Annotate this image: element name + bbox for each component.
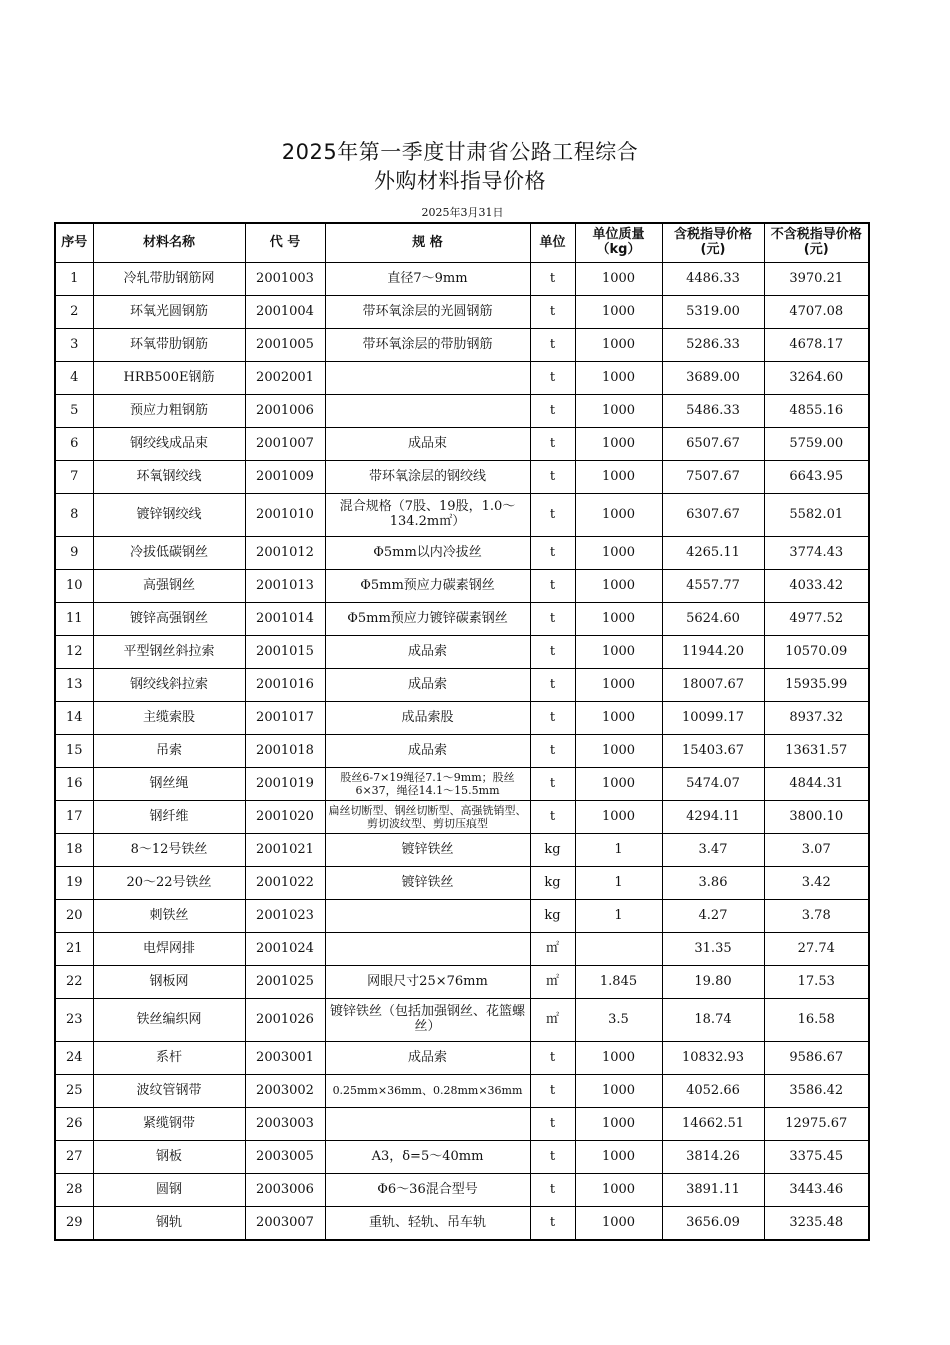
- cell-tax-price: 31.35: [662, 933, 764, 966]
- cell-seq: 8: [55, 494, 93, 537]
- cell-spec: 成品索: [325, 669, 530, 702]
- cell-seq: 14: [55, 702, 93, 735]
- cell-notax-price: 27.74: [764, 933, 869, 966]
- cell-seq: 1: [55, 263, 93, 296]
- cell-code: 2001005: [245, 329, 325, 362]
- cell-code: 2001026: [245, 999, 325, 1042]
- cell-mass: 1000: [575, 768, 662, 801]
- cell-spec: 成品索: [325, 636, 530, 669]
- cell-mass: 1000: [575, 1141, 662, 1174]
- cell-tax-price: 4052.66: [662, 1075, 764, 1108]
- cell-notax-price: 9586.67: [764, 1042, 869, 1075]
- cell-mass: 1000: [575, 570, 662, 603]
- cell-mass: 1.845: [575, 966, 662, 999]
- cell-notax-price: 3.07: [764, 834, 869, 867]
- cell-seq: 4: [55, 362, 93, 395]
- table-header-row: [55, 223, 869, 263]
- cell-notax-price: 13631.57: [764, 735, 869, 768]
- cell-tax-price: 3.86: [662, 867, 764, 900]
- cell-mass: 3.5: [575, 999, 662, 1042]
- cell-code: 2003002: [245, 1075, 325, 1108]
- cell-code: 2001015: [245, 636, 325, 669]
- cell-notax-price: 4033.42: [764, 570, 869, 603]
- cell-spec: [325, 900, 530, 933]
- cell-name: 镀锌钢绞线: [93, 494, 245, 537]
- cell-name: 环氧带肋钢筋: [93, 329, 245, 362]
- table-row: [55, 702, 869, 735]
- cell-seq: 22: [55, 966, 93, 999]
- cell-seq: 28: [55, 1174, 93, 1207]
- cell-seq: 5: [55, 395, 93, 428]
- cell-code: 2001017: [245, 702, 325, 735]
- cell-name: 环氧光圆钢筋: [93, 296, 245, 329]
- cell-unit: t: [530, 1174, 575, 1207]
- cell-code: 2001007: [245, 428, 325, 461]
- table-row: [55, 1108, 869, 1141]
- cell-spec: 成品索股: [325, 702, 530, 735]
- cell-tax-price: 4265.11: [662, 537, 764, 570]
- cell-code: 2001010: [245, 494, 325, 537]
- cell-mass: 1000: [575, 537, 662, 570]
- cell-unit: t: [530, 801, 575, 834]
- cell-name: 20～22号铁丝: [93, 867, 245, 900]
- cell-code: 2003005: [245, 1141, 325, 1174]
- cell-unit: t: [530, 702, 575, 735]
- cell-mass: 1: [575, 867, 662, 900]
- cell-spec: [325, 933, 530, 966]
- cell-mass: 1: [575, 900, 662, 933]
- cell-name: 钢板网: [93, 966, 245, 999]
- cell-notax-price: 3264.60: [764, 362, 869, 395]
- table-row: [55, 395, 869, 428]
- cell-code: 2003006: [245, 1174, 325, 1207]
- cell-spec: 混合规格（7股、19股，1.0～134.2m㎡）: [325, 494, 530, 537]
- cell-notax-price: 12975.67: [764, 1108, 869, 1141]
- cell-code: 2002001: [245, 362, 325, 395]
- cell-mass: 1000: [575, 428, 662, 461]
- cell-tax-price: 6507.67: [662, 428, 764, 461]
- cell-code: 2001022: [245, 867, 325, 900]
- cell-code: 2003007: [245, 1207, 325, 1241]
- cell-mass: 1000: [575, 263, 662, 296]
- table-row: [55, 768, 869, 801]
- cell-unit: t: [530, 494, 575, 537]
- cell-unit: kg: [530, 900, 575, 933]
- cell-mass: 1000: [575, 1108, 662, 1141]
- cell-mass: 1000: [575, 603, 662, 636]
- cell-spec: 带环氧涂层的光圆钢筋: [325, 296, 530, 329]
- cell-mass: 1000: [575, 801, 662, 834]
- cell-notax-price: 4678.17: [764, 329, 869, 362]
- cell-name: 高强钢丝: [93, 570, 245, 603]
- cell-unit: t: [530, 296, 575, 329]
- cell-tax-price: 3891.11: [662, 1174, 764, 1207]
- table-row: [55, 966, 869, 999]
- cell-unit: t: [530, 362, 575, 395]
- cell-notax-price: 15935.99: [764, 669, 869, 702]
- header-tax-price: 含税指导价格(元): [662, 223, 764, 263]
- cell-tax-price: 19.80: [662, 966, 764, 999]
- cell-tax-price: 4294.11: [662, 801, 764, 834]
- cell-code: 2001013: [245, 570, 325, 603]
- cell-spec: 带环氧涂层的带肋钢筋: [325, 329, 530, 362]
- cell-mass: 1000: [575, 494, 662, 537]
- cell-seq: 2: [55, 296, 93, 329]
- cell-unit: ㎡: [530, 999, 575, 1042]
- cell-notax-price: 3.78: [764, 900, 869, 933]
- cell-seq: 27: [55, 1141, 93, 1174]
- cell-tax-price: 5624.60: [662, 603, 764, 636]
- cell-notax-price: 3443.46: [764, 1174, 869, 1207]
- cell-name: 电焊网排: [93, 933, 245, 966]
- cell-tax-price: 15403.67: [662, 735, 764, 768]
- cell-seq: 20: [55, 900, 93, 933]
- cell-mass: 1000: [575, 329, 662, 362]
- cell-mass: 1000: [575, 1075, 662, 1108]
- cell-name: 圆钢: [93, 1174, 245, 1207]
- cell-unit: t: [530, 329, 575, 362]
- cell-spec: 镀锌铁丝: [325, 834, 530, 867]
- cell-code: 2001019: [245, 768, 325, 801]
- cell-unit: t: [530, 461, 575, 494]
- cell-unit: t: [530, 428, 575, 461]
- cell-notax-price: 3970.21: [764, 263, 869, 296]
- cell-spec: 带环氧涂层的钢绞线: [325, 461, 530, 494]
- page-title-line1: 2025年第一季度甘肃省公路工程综合: [281, 140, 639, 164]
- table-row: [55, 428, 869, 461]
- table-row: [55, 494, 869, 537]
- cell-mass: 1000: [575, 395, 662, 428]
- cell-name: 铁丝编织网: [93, 999, 245, 1042]
- cell-tax-price: 10099.17: [662, 702, 764, 735]
- cell-seq: 18: [55, 834, 93, 867]
- cell-seq: 21: [55, 933, 93, 966]
- cell-tax-price: 11944.20: [662, 636, 764, 669]
- cell-unit: ㎡: [530, 966, 575, 999]
- cell-spec: 镀锌铁丝: [325, 867, 530, 900]
- table-row: [55, 801, 869, 834]
- cell-name: 镀锌高强钢丝: [93, 603, 245, 636]
- cell-seq: 9: [55, 537, 93, 570]
- cell-notax-price: 17.53: [764, 966, 869, 999]
- cell-code: 2001020: [245, 801, 325, 834]
- cell-unit: ㎡: [530, 933, 575, 966]
- cell-unit: t: [530, 1141, 575, 1174]
- table-row: [55, 603, 869, 636]
- cell-spec: 成品束: [325, 428, 530, 461]
- cell-tax-price: 6307.67: [662, 494, 764, 537]
- cell-name: 钢轨: [93, 1207, 245, 1241]
- cell-spec: 镀锌铁丝（包括加强钢丝、花篮螺丝）: [325, 999, 530, 1042]
- table-row: [55, 570, 869, 603]
- cell-code: 2001024: [245, 933, 325, 966]
- cell-seq: 29: [55, 1207, 93, 1241]
- cell-spec: 扁丝切断型、钢丝切断型、高强铣销型、剪切波纹型、剪切压痕型: [325, 801, 530, 834]
- cell-code: 2001014: [245, 603, 325, 636]
- cell-spec: [325, 395, 530, 428]
- cell-unit: t: [530, 735, 575, 768]
- cell-name: 波纹管钢带: [93, 1075, 245, 1108]
- cell-notax-price: 10570.09: [764, 636, 869, 669]
- cell-mass: 1000: [575, 735, 662, 768]
- cell-mass: 1000: [575, 1042, 662, 1075]
- table-row: [55, 1207, 869, 1241]
- cell-seq: 3: [55, 329, 93, 362]
- cell-tax-price: 5319.00: [662, 296, 764, 329]
- cell-tax-price: 18.74: [662, 999, 764, 1042]
- publish-date: 2025年3月31日: [421, 206, 504, 219]
- cell-notax-price: 5582.01: [764, 494, 869, 537]
- cell-spec: 0.25mm×36mm、0.28mm×36mm: [325, 1075, 530, 1108]
- table-row: [55, 1075, 869, 1108]
- cell-spec: [325, 1108, 530, 1141]
- cell-name: 冷拔低碳钢丝: [93, 537, 245, 570]
- cell-spec: 股丝6-7×19绳径7.1～9mm；股丝6×37，绳径14.1～15.5mm: [325, 768, 530, 801]
- cell-unit: t: [530, 570, 575, 603]
- cell-seq: 16: [55, 768, 93, 801]
- cell-tax-price: 7507.67: [662, 461, 764, 494]
- cell-notax-price: 6643.95: [764, 461, 869, 494]
- header-code: 代 号: [245, 223, 325, 263]
- cell-notax-price: 4844.31: [764, 768, 869, 801]
- table-row: [55, 537, 869, 570]
- cell-name: 钢丝绳: [93, 768, 245, 801]
- cell-name: 主缆索股: [93, 702, 245, 735]
- table-row: [55, 1141, 869, 1174]
- cell-tax-price: 4.27: [662, 900, 764, 933]
- cell-unit: t: [530, 263, 575, 296]
- cell-code: 2003003: [245, 1108, 325, 1141]
- cell-seq: 17: [55, 801, 93, 834]
- cell-spec: A3，δ=5～40mm: [325, 1141, 530, 1174]
- cell-tax-price: 14662.51: [662, 1108, 764, 1141]
- cell-name: 系杆: [93, 1042, 245, 1075]
- cell-code: 2001006: [245, 395, 325, 428]
- cell-spec: [325, 362, 530, 395]
- cell-notax-price: 3375.45: [764, 1141, 869, 1174]
- cell-seq: 12: [55, 636, 93, 669]
- table-row: [55, 636, 869, 669]
- cell-seq: 7: [55, 461, 93, 494]
- cell-name: 钢绞线成品束: [93, 428, 245, 461]
- cell-notax-price: 16.58: [764, 999, 869, 1042]
- cell-spec: 成品索: [325, 1042, 530, 1075]
- cell-tax-price: 3689.00: [662, 362, 764, 395]
- cell-unit: t: [530, 603, 575, 636]
- cell-seq: 6: [55, 428, 93, 461]
- table-row: [55, 669, 869, 702]
- cell-code: 2003001: [245, 1042, 325, 1075]
- cell-seq: 15: [55, 735, 93, 768]
- table-row: [55, 1174, 869, 1207]
- cell-tax-price: 3814.26: [662, 1141, 764, 1174]
- cell-code: 2001021: [245, 834, 325, 867]
- cell-seq: 10: [55, 570, 93, 603]
- cell-unit: t: [530, 395, 575, 428]
- cell-notax-price: 4977.52: [764, 603, 869, 636]
- cell-notax-price: 3774.43: [764, 537, 869, 570]
- cell-unit: t: [530, 768, 575, 801]
- cell-unit: kg: [530, 867, 575, 900]
- cell-tax-price: 5474.07: [662, 768, 764, 801]
- table-row: [55, 296, 869, 329]
- table-row: [55, 900, 869, 933]
- header-mass: 单位质量（kg）: [575, 223, 662, 263]
- cell-name: 冷轧带肋钢筋网: [93, 263, 245, 296]
- cell-seq: 13: [55, 669, 93, 702]
- cell-unit: t: [530, 1042, 575, 1075]
- cell-unit: t: [530, 636, 575, 669]
- header-notax-price: 不含税指导价格(元): [764, 223, 869, 263]
- cell-seq: 11: [55, 603, 93, 636]
- cell-notax-price: 4855.16: [764, 395, 869, 428]
- cell-seq: 19: [55, 867, 93, 900]
- cell-code: 2001004: [245, 296, 325, 329]
- cell-tax-price: 18007.67: [662, 669, 764, 702]
- cell-spec: Φ6～36混合型号: [325, 1174, 530, 1207]
- cell-tax-price: 5286.33: [662, 329, 764, 362]
- cell-notax-price: 3235.48: [764, 1207, 869, 1241]
- header-seq: 序号: [55, 223, 93, 263]
- cell-code: 2001016: [245, 669, 325, 702]
- cell-code: 2001023: [245, 900, 325, 933]
- cell-mass: 1000: [575, 636, 662, 669]
- cell-name: 吊索: [93, 735, 245, 768]
- cell-mass: 1000: [575, 362, 662, 395]
- cell-name: 钢纤维: [93, 801, 245, 834]
- cell-mass: [575, 933, 662, 966]
- price-table: [54, 222, 870, 1241]
- cell-code: 2001025: [245, 966, 325, 999]
- table-row: [55, 834, 869, 867]
- cell-seq: 26: [55, 1108, 93, 1141]
- cell-unit: t: [530, 669, 575, 702]
- cell-seq: 25: [55, 1075, 93, 1108]
- cell-code: 2001009: [245, 461, 325, 494]
- header-spec: 规 格: [325, 223, 530, 263]
- header-name: 材料名称: [93, 223, 245, 263]
- table-row: [55, 933, 869, 966]
- cell-name: 平型钢丝斜拉索: [93, 636, 245, 669]
- cell-name: 预应力粗钢筋: [93, 395, 245, 428]
- page-title-line2: 外购材料指导价格: [374, 169, 546, 193]
- cell-tax-price: 4557.77: [662, 570, 764, 603]
- cell-name: 8～12号铁丝: [93, 834, 245, 867]
- cell-name: 紧缆钢带: [93, 1108, 245, 1141]
- cell-spec: Φ5mm预应力镀锌碳素钢丝: [325, 603, 530, 636]
- cell-notax-price: 4707.08: [764, 296, 869, 329]
- cell-tax-price: 3656.09: [662, 1207, 764, 1241]
- cell-spec: 直径7～9mm: [325, 263, 530, 296]
- cell-tax-price: 3.47: [662, 834, 764, 867]
- cell-mass: 1000: [575, 1174, 662, 1207]
- cell-seq: 24: [55, 1042, 93, 1075]
- cell-unit: kg: [530, 834, 575, 867]
- cell-name: 钢绞线斜拉索: [93, 669, 245, 702]
- table-row: [55, 1042, 869, 1075]
- cell-name: HRB500E钢筋: [93, 362, 245, 395]
- cell-spec: 网眼尺寸25×76mm: [325, 966, 530, 999]
- table-row: [55, 735, 869, 768]
- cell-mass: 1: [575, 834, 662, 867]
- cell-mass: 1000: [575, 296, 662, 329]
- cell-mass: 1000: [575, 461, 662, 494]
- cell-unit: t: [530, 1207, 575, 1241]
- cell-tax-price: 4486.33: [662, 263, 764, 296]
- header-unit: 单位: [530, 223, 575, 263]
- cell-spec: 成品索: [325, 735, 530, 768]
- table-row: [55, 329, 869, 362]
- cell-spec: 重轨、轻轨、吊车轨: [325, 1207, 530, 1241]
- cell-name: 刺铁丝: [93, 900, 245, 933]
- cell-unit: t: [530, 537, 575, 570]
- cell-spec: Φ5mm预应力碳素钢丝: [325, 570, 530, 603]
- cell-tax-price: 5486.33: [662, 395, 764, 428]
- cell-code: 2001012: [245, 537, 325, 570]
- cell-mass: 1000: [575, 702, 662, 735]
- cell-seq: 23: [55, 999, 93, 1042]
- cell-mass: 1000: [575, 669, 662, 702]
- cell-name: 环氧钢绞线: [93, 461, 245, 494]
- cell-spec: Φ5mm以内冷拔丝: [325, 537, 530, 570]
- cell-notax-price: 8937.32: [764, 702, 869, 735]
- table-row: [55, 461, 869, 494]
- cell-notax-price: 3586.42: [764, 1075, 869, 1108]
- cell-mass: 1000: [575, 1207, 662, 1241]
- table-row: [55, 867, 869, 900]
- table-row: [55, 263, 869, 296]
- cell-name: 钢板: [93, 1141, 245, 1174]
- table-row: [55, 362, 869, 395]
- cell-code: 2001003: [245, 263, 325, 296]
- cell-notax-price: 5759.00: [764, 428, 869, 461]
- cell-notax-price: 3800.10: [764, 801, 869, 834]
- cell-unit: t: [530, 1075, 575, 1108]
- cell-code: 2001018: [245, 735, 325, 768]
- cell-notax-price: 3.42: [764, 867, 869, 900]
- cell-tax-price: 10832.93: [662, 1042, 764, 1075]
- table-row: [55, 999, 869, 1042]
- cell-unit: t: [530, 1108, 575, 1141]
